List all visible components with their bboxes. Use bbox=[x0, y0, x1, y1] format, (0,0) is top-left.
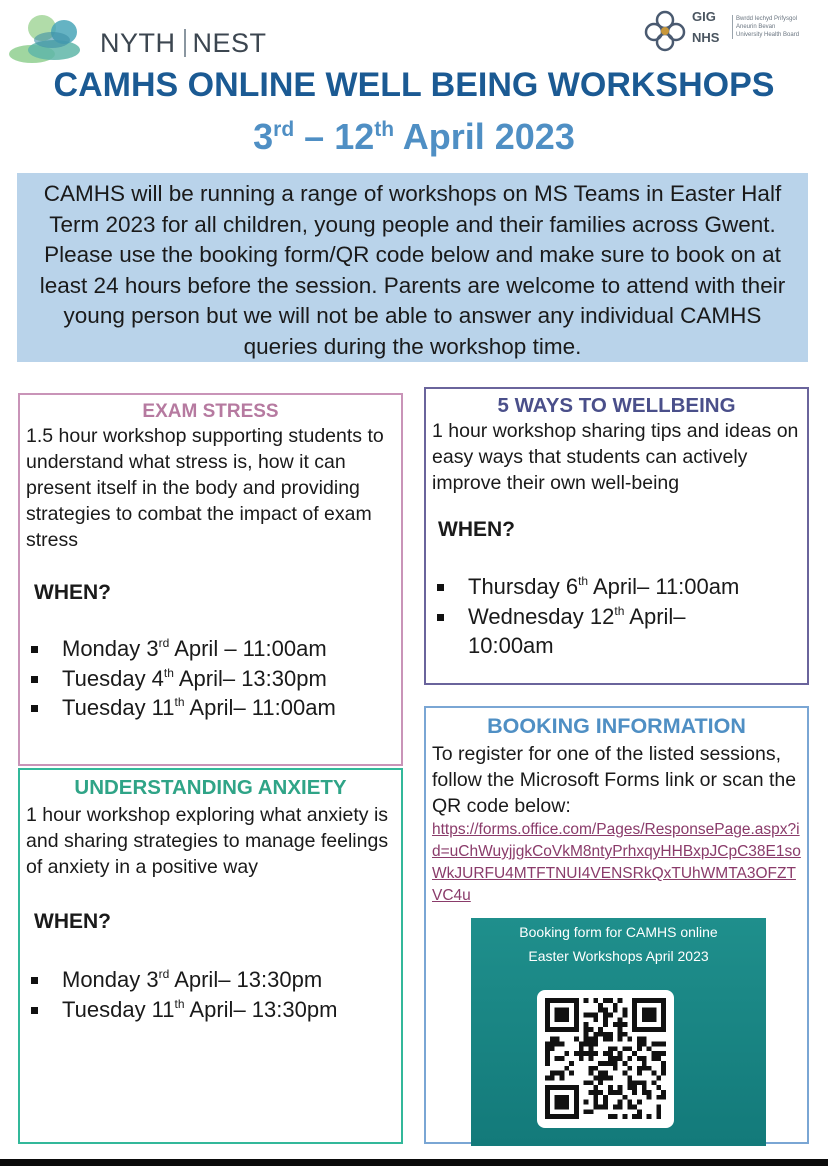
health-board-line: Bwrdd Iechyd Prifysgol bbox=[736, 16, 798, 22]
date-month-year: April 2023 bbox=[394, 116, 575, 157]
booking-form-link[interactable]: https://forms.office.com/Pages/ResponsePage.aspx?id=uChWuyjjgkCoVkM8ntyPrhxqyHHBxpJCpC38E1soWkJURFU4MTFTNUI4VENSRkQxTUhWMTA3OFZTVC4u bbox=[432, 821, 801, 904]
health-board-name bbox=[732, 15, 799, 39]
session-day: Tuesday 11 bbox=[62, 695, 175, 720]
exam-stress-when-label: WHEN? bbox=[34, 581, 111, 604]
exam-stress-title: EXAM STRESS bbox=[142, 401, 279, 422]
booking-title: BOOKING INFORMATION bbox=[487, 714, 746, 738]
session-suffix: rd bbox=[158, 636, 170, 650]
qr-card bbox=[537, 990, 674, 1128]
wellbeing-sessions bbox=[432, 572, 801, 661]
session-item bbox=[26, 664, 395, 694]
session-day: Thursday 6 bbox=[468, 574, 579, 599]
date-range bbox=[0, 116, 828, 158]
session-suffix: th bbox=[174, 695, 185, 709]
wellbeing-card bbox=[424, 387, 809, 685]
brand-divider bbox=[184, 29, 186, 57]
session-time: April – 11:00am bbox=[169, 636, 327, 661]
date-start: 3 bbox=[253, 116, 274, 157]
session-day: Monday 3 bbox=[62, 967, 159, 992]
exam-stress-sessions bbox=[26, 634, 395, 723]
session-time: April– 11:00am bbox=[184, 695, 336, 720]
date-end: 12 bbox=[334, 116, 375, 157]
nhs-logo bbox=[640, 6, 826, 54]
session-suffix: th bbox=[578, 574, 589, 588]
date-separator: – bbox=[294, 116, 335, 157]
anxiety-sessions bbox=[26, 965, 395, 1024]
session-time: April– 13:30pm bbox=[173, 665, 327, 691]
gig-label: GIG bbox=[692, 9, 716, 24]
session-suffix: th bbox=[174, 996, 185, 1011]
session-day: Tuesday 11 bbox=[62, 996, 175, 1022]
date-end-suffix: th bbox=[374, 118, 395, 141]
session-day: Tuesday 4 bbox=[62, 665, 164, 691]
session-item bbox=[26, 693, 395, 723]
brand-nyth: NYTH bbox=[100, 28, 176, 58]
session-time: April– 11:00am bbox=[588, 574, 740, 599]
understanding-anxiety-card bbox=[18, 768, 403, 1144]
session-item bbox=[432, 602, 801, 661]
session-time: April– 13:30pm bbox=[184, 996, 338, 1022]
qr-caption: Easter Workshops April 2023 bbox=[528, 948, 709, 964]
session-item bbox=[26, 995, 395, 1025]
booking-instructions: To register for one of the listed sessions, follow the Microsoft Forms link or scan the QR code below: bbox=[432, 743, 797, 817]
nyth-nest-logo bbox=[8, 8, 267, 66]
nyth-nest-logo-icon bbox=[8, 8, 94, 68]
session-time: April– 10:00am bbox=[468, 603, 686, 658]
nhs-knot-icon bbox=[640, 6, 690, 54]
health-board-line: University Health Board bbox=[736, 32, 800, 38]
session-suffix: th bbox=[614, 603, 625, 618]
session-item bbox=[26, 965, 395, 995]
page-title: CAMHS ONLINE WELL BEING WORKSHOPS bbox=[53, 66, 775, 104]
booking-card bbox=[424, 706, 809, 1144]
exam-stress-description: 1.5 hour workshop supporting students to understand what stress is, how it can present itself in the body and providing strategies to combat the impact of exam stress bbox=[26, 425, 384, 551]
brand-nest: NEST bbox=[192, 28, 267, 58]
qr-panel bbox=[471, 918, 766, 1146]
wellbeing-title: 5 WAYS TO WELLBEING bbox=[497, 394, 736, 417]
nhs-label: NHS bbox=[692, 30, 720, 45]
date-start-suffix: rd bbox=[273, 118, 295, 141]
session-item bbox=[432, 572, 801, 602]
anxiety-description: 1 hour workshop exploring what anxiety is and sharing strategies to manage feelings of anxiety in a positive way bbox=[26, 804, 389, 878]
wellbeing-when-label: WHEN? bbox=[438, 518, 515, 541]
session-suffix: th bbox=[163, 665, 174, 680]
bottom-bar bbox=[0, 1159, 828, 1166]
session-day: Wednesday 12 bbox=[468, 603, 615, 629]
anxiety-when-label: WHEN? bbox=[34, 910, 111, 933]
session-day: Monday 3 bbox=[62, 636, 159, 661]
session-item bbox=[26, 634, 395, 664]
brand-text bbox=[100, 28, 267, 59]
health-board-line: Aneurin Bevan bbox=[736, 24, 776, 30]
session-time: April– 13:30pm bbox=[169, 967, 323, 992]
exam-stress-card bbox=[18, 393, 403, 766]
qr-code-icon[interactable] bbox=[545, 998, 666, 1119]
wellbeing-description: 1 hour workshop sharing tips and ideas on easy ways that students can actively improve their own well-being bbox=[432, 420, 799, 494]
intro-panel: CAMHS will be running a range of workshops on MS Teams in Easter Half Term 2023 for all children, young people and their families across Gwent. Please use the booking form/QR code below and make sure to book on at least 24 hours before the session. Parents are welcome to attend with their young person but we will not be able to answer any individual CAMHS queries during the workshop time. bbox=[17, 173, 808, 362]
anxiety-title: UNDERSTANDING ANXIETY bbox=[74, 776, 347, 799]
session-suffix: rd bbox=[158, 967, 170, 981]
qr-caption: Booking form for CAMHS online bbox=[519, 924, 718, 940]
